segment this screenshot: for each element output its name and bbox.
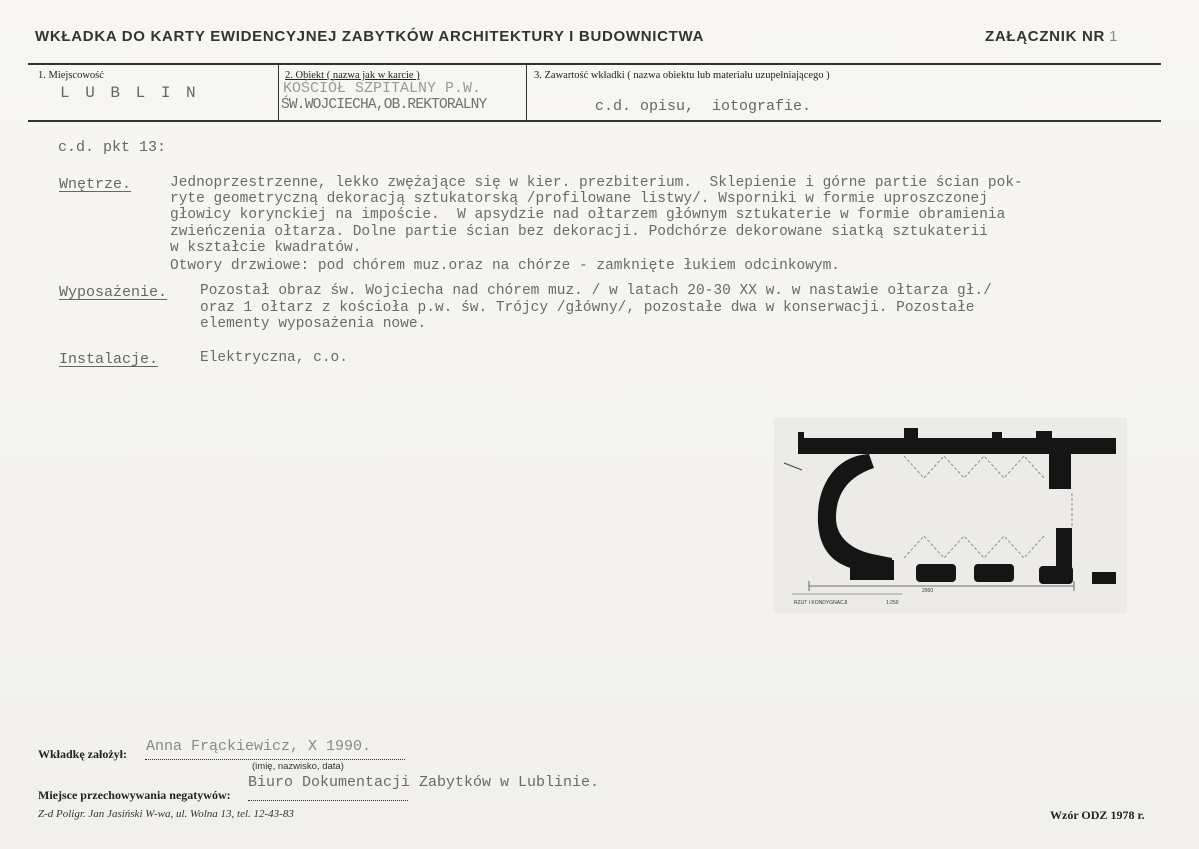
annex-label-text: ZAŁĄCZNIK NR (985, 28, 1106, 45)
floor-plan-photo (774, 418, 1127, 613)
locality-value: L U B L I N (60, 84, 199, 102)
plan-scale: 1:250 (886, 600, 899, 606)
section-heading-interior: Wnętrze. (59, 176, 132, 193)
object-label: 2. Obiekt ( nazwa jak w karcie ) (285, 70, 420, 81)
contents-label: 3. Zawartość wkładki ( nazwa obiektu lub materiału uzupełniającego ) (534, 70, 830, 81)
form-pattern: Wzór ODZ 1978 r. (1050, 808, 1145, 822)
author-label: Wkładkę założył: (38, 747, 127, 761)
column-divider-1 (278, 65, 279, 120)
storage-dotted-line (248, 800, 408, 801)
form-title: WKŁADKA DO KARTY EWIDENCYJNEJ ZABYTKÓW ARCHITEKTURY I BUDOWNICTWA (35, 28, 705, 45)
author-hint: (imię, nazwisko, data) (252, 761, 344, 772)
section-text-interior-line2: ryte geometryczną dekoracją sztukatorską /profilowane listwy/. Wsporniki w formie uproszczonej (170, 191, 988, 207)
column-divider-2 (526, 65, 527, 120)
object-value-line1: KOŚCIÓŁ SZPITALNY P.W. (283, 80, 482, 97)
section-heading-furnishings: Wyposażenie. (59, 284, 168, 301)
author-value: Anna Frąckiewicz, X 1990. (146, 738, 372, 755)
contents-value: c.d. opisu, iotografie. (595, 98, 812, 115)
floor-plan-drawing (774, 418, 1127, 613)
plan-caption: RZUT I KONDYGNACJI (794, 600, 848, 606)
object-value-line2: ŚW.WOJCIECHA,OB.REKTORALNY (281, 97, 487, 113)
section-text-furnishings-line2: oraz 1 ołtarz z kościoła p.w. św. Trójcy /główny/, pozostałe dwa w konserwacji. Pozostałe (200, 300, 975, 316)
annex-number: 1 (1109, 28, 1119, 45)
continuation-note: c.d. pkt 13: (58, 139, 167, 156)
section-text-interior-line1: Jednoprzestrzenne, lekko zwężające się w kier. prezbiterium. Sklepienie i górne partie ścian pok- (170, 175, 1023, 191)
section-heading-installations: Instalacje. (59, 351, 159, 368)
header-rule-bottom (28, 120, 1161, 122)
section-text-furnishings-line3: elementy wyposażenia nowe. (200, 316, 427, 332)
printer-imprint: Z-d Poligr. Jan Jasiński W-wa, ul. Wolna 13, tel. 12-43-83 (38, 808, 294, 820)
storage-value: Biuro Dokumentacji Zabytków w Lublinie. (248, 774, 600, 791)
author-dotted-line (145, 759, 405, 760)
section-text-installations-line1: Elektryczna, c.o. (200, 350, 348, 366)
section-text-furnishings-line1: Pozostał obraz św. Wojciecha nad chórem muz. / w latach 20-30 XX w. w nastawie ołtarza gł./ (200, 283, 992, 299)
section-text-interior-line4: zwieńczenia ołtarza. Dolne partie ścian bez dekoracji. Podchórze dekorowane siatką sztukaterii (170, 224, 988, 240)
storage-label: Miejsce przechowywania negatywów: (38, 788, 231, 802)
section-text-interior-line3: głowicy korynckiej na impoście. W apsydzie nad ołtarzem głównym sztukaterie w formie obramienia (170, 207, 1006, 223)
annex-label (985, 28, 1118, 45)
section-text-interior-line6: Otwory drzwiowe: pod chórem muz.oraz na chórze - zamknięte łukiem odcinkowym. (170, 258, 841, 274)
section-text-interior-line5: w kształcie kwadratów. (170, 240, 362, 256)
header-rule-top (28, 63, 1161, 65)
plan-dimension: 2950 (922, 588, 934, 594)
locality-label: 1. Miejscowość (38, 70, 104, 81)
